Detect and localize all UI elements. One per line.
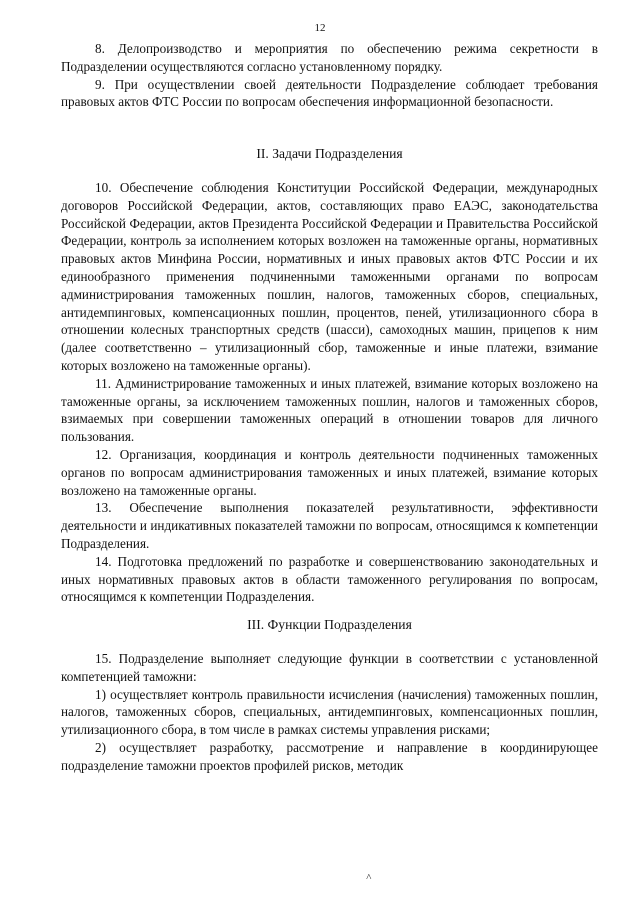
paragraph-11: 11. Администрирование таможенных и иных платежей, взимание которых возложено на таможенные органы, за исключением таможенных пошлин, налогов и таможенных сборов, взимаемых при совершении таможенных операций в отношении товаров для личного пользования. — [61, 375, 598, 445]
page-number: 12 — [314, 22, 326, 34]
paragraph-15-item-1: 1) осуществляет контроль правильности исчисления (начисления) таможенных пошлин, налогов, таможенных сборов, специальных, антидемпинговых, компенсационных пошлин, утилизационного сбора, в том числе в рамках системы управления рисками; — [61, 686, 598, 738]
paragraph-12: 12. Организация, координация и контроль деятельности подчиненных таможенных органов по вопросам администрирования таможенных и иных платежей, взимание которых возложено на таможенные органы. — [61, 446, 598, 498]
section-heading-tasks: II. Задачи Подразделения — [256, 146, 403, 162]
footer-mark: ˄ — [366, 872, 372, 883]
paragraph-13: 13. Обеспечение выполнения показателей результативности, эффективности деятельности и индикативных показателей таможни по вопросам, относящимся к компетенции Подразделения. — [61, 500, 598, 551]
paragraph-9: 9. При осуществлении своей деятельности Подразделение соблюдает требования правовых актов ФТС России по вопросам обеспечения информационной безопасности. — [61, 76, 598, 110]
paragraph-15: 15. Подразделение выполняет следующие функции в соответствии с установленной компетенцией таможни: — [61, 650, 598, 684]
document-body — [61, 40, 598, 774]
paragraph-10: 10. Обеспечение соблюдения Конституции Российской Федерации, международных договоров Российской Федерации, актов, составляющих право ЕАЭС, законодательства Российской Федерации, актов Президента Российской Федерации и Правительства Российской Федерации, контроль за исполнением которых возложен на таможенные органы, нормативных правовых актов Минфина России, нормативных и иных правовых актов ФТС России и их единообразного применения подчиненными таможенными органами по вопросам администрирования таможенных пошлин, налогов, таможенных сборов, специальных, антидемпинговых, компенсационных пошлин, процентов, пеней, утилизационного сбора в отношении колесных транспортных средств (шасси), самоходных машин, прицепов к ним (далее соответственно – утилизационный сбор, таможенные и иные платежи, взимание которых возложено на таможенные органы). — [61, 179, 598, 373]
section-heading-functions: III. Функции Подразделения — [247, 617, 412, 633]
paragraph-15-item-2: 2) осуществляет разработку, рассмотрение и направление в координирующее подразделение таможни проектов профилей рисков, методик — [61, 739, 598, 773]
paragraph-8: 8. Делопроизводство и мероприятия по обеспечению режима секретности в Подразделении осуществляются согласно установленному порядку. — [61, 41, 598, 74]
paragraph-14: 14. Подготовка предложений по разработке и совершенствованию законодательных и иных нормативных правовых актов в области таможенного регулирования по вопросам, относящимся к компетенции Подразделения. — [61, 553, 598, 605]
